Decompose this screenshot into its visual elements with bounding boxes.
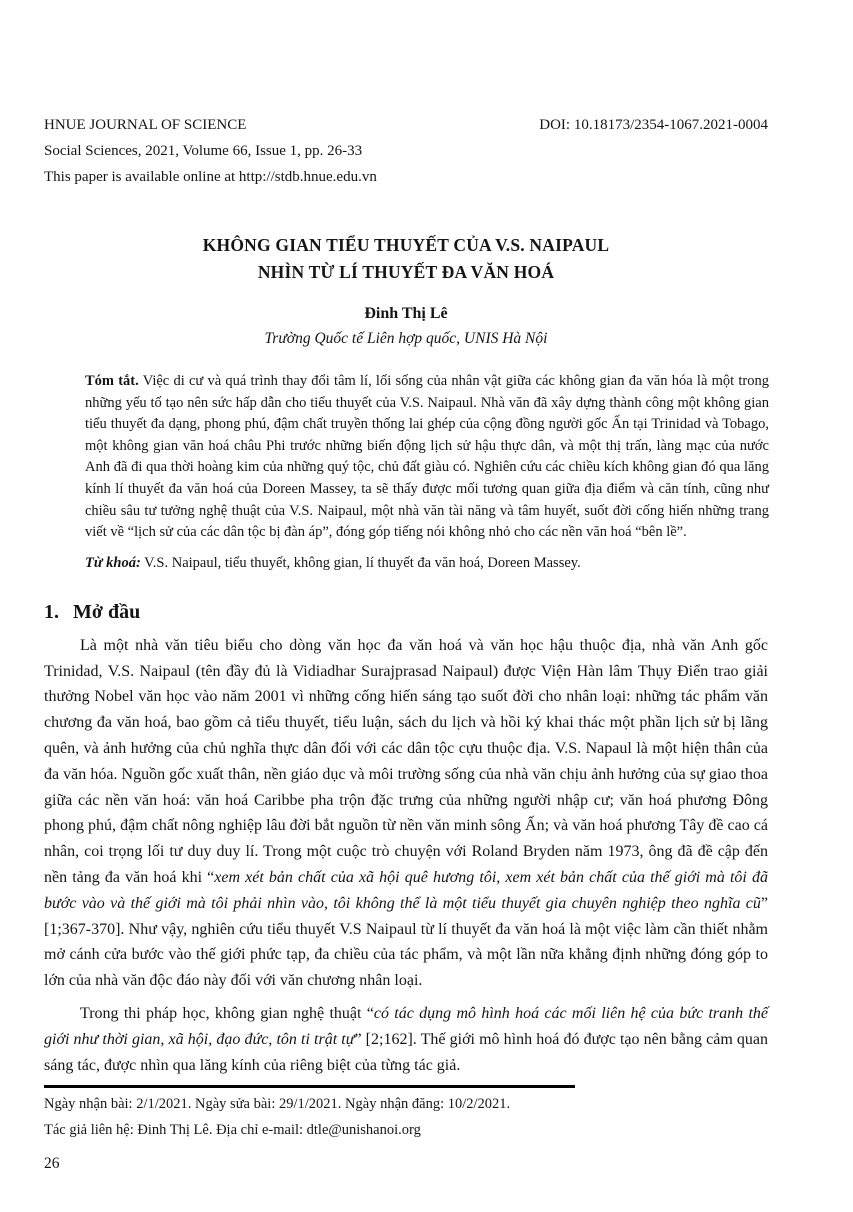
footnote-separator: [44, 1085, 575, 1088]
issue-info: Social Sciences, 2021, Volume 66, Issue 1, pp. 26-33: [44, 143, 363, 159]
keywords: [85, 552, 769, 574]
section-1-title: Mở đầu: [73, 600, 141, 623]
availability-note: This paper is available online at http://stdb.hnue.edu.vn: [44, 169, 377, 185]
paragraph-1-text: Là một nhà văn tiêu biểu cho dòng văn học đa văn hoá và văn học hậu thuộc địa, nhà văn Anh gốc Trinidad, V.S. Naipaul (tên đầy đủ là Vidiadhar Surajprasad Naipaul) được Viện Hàn lâm Thụy Điển trao giải thưởng Nobel văn học vào năm 2001 vì những cống hiến sáng tạo suốt đời cho nhân loại: những tác phẩm văn chương đa văn hoá, bao gồm cả tiểu thuyết, tiểu luận, sách du lịch và hồi ký khai thác một phần lịch sử bị lãng quên, và ảnh hưởng của chủ nghĩa thực dân đối với các dân tộc cựu thuộc địa. V.S. Napaul là một hiện thân của đa văn hóa. Nguồn gốc xuất thân, nền giáo dục và môi trường sống của nhà văn chịu ảnh hưởng của sự giao thoa giữa các nền văn hoá: văn hoá Caribbe pha trộn đặc trưng của những người nhập cư; văn hoá phương Đông phong phú, đậm chất nông nghiệp lâu đời bắt nguồn từ nền văn minh sông Ấn; và văn hoá phương Tây đề cao cá nhân, coi trọng lối tư duy duy lí. Trong một cuộc trò chuyện với Roland Bryden năm 1973, ông đã đề cập đến nền tảng đa văn hoá khi “: [44, 636, 768, 886]
journal-name: HNUE JOURNAL OF SCIENCE: [44, 117, 247, 133]
journal-header: [44, 112, 768, 190]
abstract: [85, 371, 769, 544]
paragraph-2-quote: có tác dụng mô hình hoá các mối liên hệ của bức tranh thế giới như thời gian, xã hội, đạo đức, tôn ti trật tự: [44, 1004, 769, 1048]
doi: DOI: 10.18173/2354-1067.2021-0004: [539, 117, 768, 133]
paragraph-2-text-end: ” [2;162]. Thế giới mô hình hoá đó được tạo nên bằng cảm quan sáng tác, được nhìn qua lăng kính của riêng biệt của từng tác giả.: [44, 1030, 768, 1074]
paper-title-line2: NHÌN TỪ LÍ THUYẾT ĐA VĂN HOÁ: [257, 262, 555, 282]
paragraph-2: [44, 1001, 768, 1078]
author-name: Đinh Thị Lê: [364, 305, 448, 322]
page-number: 26: [44, 1155, 60, 1173]
paragraph-1-text-end: ” [1;367-370]. Như vậy, nghiên cứu tiểu thuyết V.S Naipaul từ lí thuyết đa văn hoá là một việc làm cần thiết nhằm mở cánh cửa bước vào thế giới phức tạp, đa chiều của tác phẩm, và một lần nữa khẳng định những đóng góp to lớn của nhà văn độc đáo này đối với văn chương nhân loại.: [44, 894, 768, 990]
paper-title-line1: KHÔNG GIAN TIỂU THUYẾT CỦA V.S. NAIPAUL: [202, 235, 610, 255]
footnote-block: [44, 1091, 768, 1143]
section-1-number: 1.: [44, 600, 59, 623]
title-block: [44, 232, 768, 349]
section-1-heading: [44, 598, 768, 626]
paragraph-1: [44, 633, 768, 994]
received-dates: Ngày nhận bài: 2/1/2021. Ngày sửa bài: 29/1/2021. Ngày nhận đăng: 10/2/2021.: [44, 1096, 511, 1113]
abstract-text: Việc di cư và quá trình thay đổi tâm lí, lối sống của nhân vật giữa các không gian đa văn hóa là một trong những yếu tố tạo nên sức hấp dẫn cho tiểu thuyết của V.S. Naipaul. Nhà văn đã xây dựng thành công một không gian tiểu thuyết đa dạng, phong phú, đậm chất truyền thống lai ghép của cộng đồng người gốc Ấn tại Trinidad và Tobago, một không gian văn hoá châu Phi trước những biến động lịch sử hậu thực dân, và một thị trấn, làng mạc của nước Anh đã đi qua thời hoàng kim của những quý tộc, chủ đất giàu có. Nghiên cứu các chiều kích không gian đó qua lăng kính lí thuyết đa văn hoá của Doreen Massey, ta sẽ thấy được mối tương quan giữa địa điểm và căn tính, cũng như chiều sâu tư tưởng nghệ thuật của V.S. Naipaul, một nhà văn tài năng và tâm huyết, suốt đời cống hiến những trang viết về “lịch sử của các dân tộc bị đàn áp”, đóng góp tiếng nói không nhỏ cho các nền văn hoá “bên lề”.: [85, 373, 769, 541]
keywords-label: Từ khoá:: [85, 554, 141, 571]
abstract-label: Tóm tắt.: [85, 373, 139, 389]
author-affiliation: Trường Quốc tế Liên hợp quốc, UNIS Hà Nội: [264, 330, 548, 347]
keywords-text: V.S. Naipaul, tiểu thuyết, không gian, lí thuyết đa văn hoá, Doreen Massey.: [140, 554, 581, 571]
paragraph-2-text: Trong thi pháp học, không gian nghệ thuật “: [80, 1004, 374, 1022]
paragraph-1-quote: xem xét bản chất của xã hội quê hương tôi, xem xét bản chất của thế giới mà tôi đã bước vào và thế giới mà tôi phải nhìn vào, tôi không thể là một tiểu thuyết gia chuyên nghiệp theo nghĩa cũ: [44, 868, 769, 912]
corresponding-author: Tác giả liên hệ: Đinh Thị Lê. Địa chỉ e-mail: dtle@unishanoi.org: [44, 1122, 421, 1139]
